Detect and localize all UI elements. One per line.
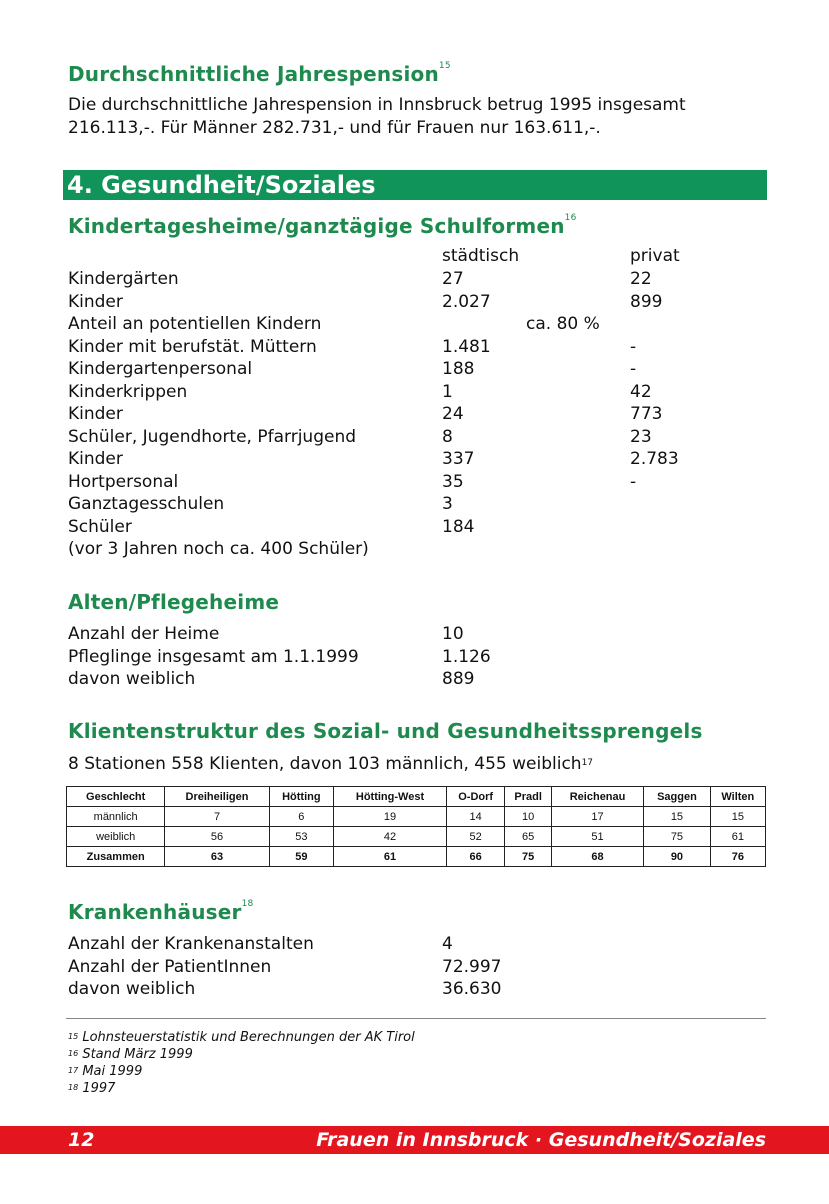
table-cell: 7 (165, 807, 269, 827)
row-label: Kindergartenpersonal (68, 359, 253, 379)
kinder-heading (68, 214, 577, 238)
alten-row (68, 624, 768, 647)
table-cell: 75 (505, 847, 552, 867)
kinder-table (68, 246, 768, 566)
footnote-number: 17 (68, 1066, 79, 1075)
table-cell: 56 (165, 827, 269, 847)
footnote-item (68, 1029, 415, 1046)
row-label: Anzahl der PatientInnen (68, 956, 272, 977)
footnote-number: 18 (68, 1083, 79, 1092)
kranken-table (68, 934, 768, 1004)
table-cell: 51 (551, 827, 643, 847)
footnote-ref-18: 18 (241, 899, 254, 909)
header-cell: Reichenau (551, 787, 643, 807)
footnote-ref-15: 15 (438, 61, 451, 71)
footnote-divider (66, 1018, 766, 1019)
footnote-ref-17: 17 (581, 758, 594, 768)
row-value: 72.997 (442, 956, 502, 977)
pension-section (68, 62, 686, 139)
section-banner: 4. Gesundheit/Soziales (63, 170, 767, 200)
footnote-item (68, 1046, 415, 1063)
footnote-item (68, 1063, 415, 1080)
table-cell: 61 (334, 847, 447, 867)
row-label: Kinder mit berufstät. Müttern (68, 336, 317, 357)
table-cell: 15 (644, 807, 710, 827)
alten-table (68, 624, 768, 694)
table-cell: Zusammen (67, 847, 165, 867)
row-label: Kinderkrippen (68, 381, 188, 402)
row-label: davon weiblich (68, 979, 196, 999)
page-number: 12 (68, 1129, 95, 1151)
row-label: davon weiblich (68, 669, 196, 689)
kinder-row (68, 359, 768, 382)
footnote-text: Lohnsteuerstatistik und Berechnungen der AK Tirol (82, 1030, 415, 1045)
row-privat: 23 (630, 426, 652, 447)
row-label: Ganztagesschulen (68, 494, 225, 514)
row-staedtisch: 3 (442, 494, 453, 514)
table-row-total (67, 847, 766, 867)
row-staedtisch: 184 (442, 516, 475, 537)
row-staedtisch: 337 (442, 449, 475, 469)
footnote-ref-16: 16 (564, 213, 577, 223)
table-cell: männlich (67, 807, 165, 827)
header-cell: Saggen (644, 787, 710, 807)
kinder-row (68, 382, 768, 405)
row-note: (vor 3 Jahren noch ca. 400 Schüler) (68, 539, 369, 559)
pension-line-1: Die durchschnittliche Jahrespension in Innsbruck betrug 1995 insgesamt (68, 95, 686, 115)
klienten-heading-wrap (68, 719, 703, 743)
kinder-row (68, 539, 768, 562)
row-value: 889 (442, 669, 475, 689)
klienten-table (66, 786, 766, 867)
kranken-heading-wrap (68, 900, 253, 924)
row-privat: 773 (630, 404, 663, 424)
kinder-row (68, 517, 768, 540)
row-staedtisch: 1 (442, 381, 453, 402)
alten-heading: Alten/Pflegeheime (68, 590, 280, 614)
table-cell: 42 (334, 827, 447, 847)
klienten-intro (68, 753, 593, 776)
pension-title: Durchschnittliche Jahrespension (68, 62, 439, 86)
table-cell: 14 (446, 807, 504, 827)
kinder-row (68, 269, 768, 292)
table-cell: 52 (446, 827, 504, 847)
kranken-row (68, 957, 768, 980)
row-staedtisch: 1.481 (442, 336, 491, 357)
kinder-row (68, 404, 768, 427)
row-value: 10 (442, 624, 464, 644)
klienten-intro-text: 8 Stationen 558 Klienten, davon 103 männlich, 455 weiblich (68, 754, 582, 774)
row-privat: 42 (630, 381, 652, 402)
footnote-text: Stand März 1999 (82, 1047, 193, 1062)
row-label: Pfleglinge insgesamt am 1.1.1999 (68, 646, 359, 667)
kinder-row (68, 427, 768, 450)
kranken-row (68, 979, 768, 1002)
table-cell: 10 (505, 807, 552, 827)
row-label: Kinder (68, 449, 123, 469)
kinder-title: Kindertagesheime/ganztägige Schulformen (68, 214, 565, 238)
row-staedtisch: 188 (442, 359, 475, 379)
kinder-row (68, 494, 768, 517)
row-value: 4 (442, 934, 453, 954)
pension-line-2: 216.113,-. Für Männer 282.731,- und für Frauen nur 163.611,-. (68, 117, 601, 138)
kinder-row (68, 449, 768, 472)
klienten-heading: Klientenstruktur des Sozial- und Gesundheitssprengels (68, 719, 703, 743)
row-staedtisch: 2.027 (442, 291, 491, 312)
table-cell: 63 (165, 847, 269, 867)
table-cell: 6 (269, 807, 333, 827)
header-cell: O-Dorf (446, 787, 504, 807)
klienten-header-row (67, 787, 766, 807)
table-cell: 90 (644, 847, 710, 867)
kranken-title: Krankenhäuser (68, 900, 242, 924)
col-privat: privat (630, 246, 680, 266)
table-cell: weiblich (67, 827, 165, 847)
row-staedtisch: 24 (442, 404, 464, 424)
row-staedtisch: 27 (442, 269, 464, 289)
table-cell: 59 (269, 847, 333, 867)
row-privat: 899 (630, 291, 663, 312)
klienten-table-wrap (66, 786, 766, 867)
pension-text (68, 94, 686, 139)
row-privat: - (630, 336, 637, 357)
row-label: Anzahl der Krankenanstalten (68, 934, 314, 954)
header-cell: Dreiheiligen (165, 787, 269, 807)
header-cell: Hötting-West (334, 787, 447, 807)
table-cell: 61 (710, 827, 765, 847)
row-staedtisch: 8 (442, 426, 453, 447)
row-label: Kinder (68, 291, 123, 312)
table-row (67, 807, 766, 827)
header-cell: Geschlecht (67, 787, 165, 807)
row-label: Anzahl der Heime (68, 624, 220, 644)
kinder-row (68, 472, 768, 495)
alten-row (68, 647, 768, 670)
alten-row (68, 669, 768, 692)
row-label: Kindergärten (68, 269, 179, 289)
table-cell: 68 (551, 847, 643, 867)
page-footer (0, 1126, 829, 1154)
col-staedtisch: städtisch (442, 246, 520, 266)
footnotes (68, 1029, 415, 1097)
table-cell: 19 (334, 807, 447, 827)
row-label: Schüler, Jugendhorte, Pfarrjugend (68, 426, 357, 447)
table-cell: 76 (710, 847, 765, 867)
footnote-text: 1997 (82, 1081, 116, 1096)
kinder-row (68, 314, 768, 337)
kinder-heading-wrap (68, 214, 577, 238)
row-value: 1.126 (442, 646, 491, 667)
alten-heading-wrap (68, 590, 279, 614)
footnote-number: 15 (68, 1032, 79, 1041)
row-privat: 22 (630, 269, 652, 289)
row-combined-value: ca. 80 % (526, 314, 600, 334)
kranken-row (68, 934, 768, 957)
row-privat: - (630, 359, 637, 379)
row-value: 36.630 (442, 979, 502, 999)
header-cell: Pradl (505, 787, 552, 807)
row-label: Schüler (68, 516, 132, 537)
row-label: Kinder (68, 404, 123, 424)
table-cell: 75 (644, 827, 710, 847)
table-row (67, 827, 766, 847)
row-privat: - (630, 471, 637, 492)
footnote-text: Mai 1999 (82, 1064, 143, 1079)
row-staedtisch: 35 (442, 471, 464, 492)
running-title: Frauen in Innsbruck · Gesundheit/Soziales (316, 1129, 766, 1151)
table-cell: 17 (551, 807, 643, 827)
footnote-item (68, 1080, 415, 1097)
pension-heading (68, 62, 686, 86)
footnote-number: 16 (68, 1049, 79, 1058)
table-cell: 66 (446, 847, 504, 867)
kinder-column-headers (68, 246, 768, 269)
table-cell: 15 (710, 807, 765, 827)
table-cell: 65 (505, 827, 552, 847)
table-cell: 53 (269, 827, 333, 847)
header-cell: Hötting (269, 787, 333, 807)
row-label: Hortpersonal (68, 471, 179, 492)
header-cell: Wilten (710, 787, 765, 807)
kinder-row (68, 292, 768, 315)
kinder-row (68, 337, 768, 360)
row-label: Anteil an potentiellen Kindern (68, 314, 322, 334)
row-privat: 2.783 (630, 449, 679, 469)
kranken-heading (68, 900, 253, 924)
